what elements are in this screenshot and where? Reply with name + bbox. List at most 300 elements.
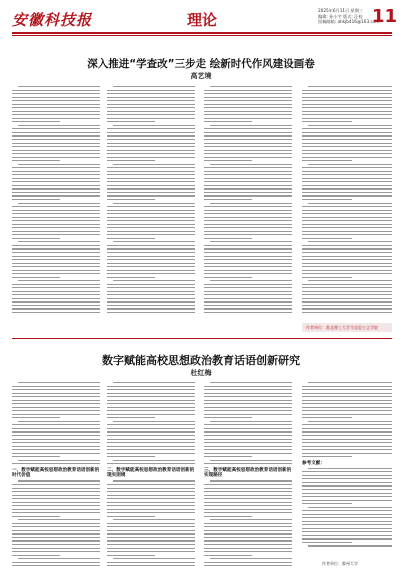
text-line [302, 524, 392, 525]
text-line [12, 396, 100, 397]
text-line [204, 185, 292, 186]
text-line [107, 135, 195, 136]
text-line [302, 231, 392, 232]
text-line [107, 308, 195, 309]
text-line [12, 555, 60, 556]
text-line [302, 135, 392, 136]
text-line [302, 178, 392, 179]
text-line [204, 407, 292, 408]
text-line [204, 128, 292, 129]
text-line [204, 386, 292, 387]
text-line [107, 294, 195, 295]
text-line [12, 537, 100, 538]
text-line [204, 312, 292, 313]
text-line [204, 555, 252, 556]
text-line [107, 210, 195, 211]
text-line [302, 167, 392, 168]
text-line [12, 157, 100, 158]
text-line [12, 530, 100, 531]
text-line [204, 548, 292, 549]
text-line [107, 132, 195, 133]
article1-column-3 [204, 86, 292, 318]
text-line [18, 241, 100, 242]
text-line [107, 456, 155, 457]
text-line [107, 227, 195, 228]
text-line [12, 312, 100, 313]
text-line [12, 512, 100, 513]
text-line [107, 157, 195, 158]
text-line [302, 185, 392, 186]
text-line [107, 291, 195, 292]
text-line [204, 410, 292, 411]
text-line [204, 389, 292, 390]
text-line [204, 277, 252, 278]
text-line [302, 514, 392, 515]
text-line [107, 523, 195, 524]
text-line [302, 121, 352, 122]
text-line [107, 449, 195, 450]
text-line [204, 509, 292, 510]
text-line [113, 164, 195, 165]
text-line [302, 393, 392, 394]
text-line [302, 528, 392, 529]
text-line [204, 238, 252, 239]
text-line [18, 164, 100, 165]
text-line [107, 188, 195, 189]
text-line [107, 505, 195, 506]
text-line [107, 107, 195, 108]
text-line [107, 488, 195, 489]
text-block [302, 382, 392, 460]
text-block [107, 86, 195, 316]
text-line [204, 104, 292, 105]
text-line [107, 428, 195, 429]
text-line [12, 291, 100, 292]
text-line [12, 143, 100, 144]
text-line [113, 519, 195, 520]
text-line [302, 256, 392, 257]
text-line [107, 248, 195, 249]
text-line [12, 192, 100, 193]
text-line [308, 203, 392, 204]
text-line [107, 516, 155, 517]
text-line [204, 533, 292, 534]
text-line [204, 523, 292, 524]
text-line [204, 431, 292, 432]
article1-column-2 [107, 86, 195, 318]
text-line [107, 410, 195, 411]
text-line [210, 519, 292, 520]
issue-date: 2025年6月11日 星期三 [318, 8, 364, 13]
text-line [107, 111, 195, 112]
text-line [12, 188, 100, 189]
text-line [204, 301, 292, 302]
text-line [204, 308, 292, 309]
text-line [12, 213, 100, 214]
text-line [12, 256, 100, 257]
text-block [204, 382, 292, 467]
text-line [18, 480, 100, 481]
text-line [302, 97, 392, 98]
text-line [302, 266, 392, 267]
article1-author-note: 作者单位：淮北理工大学马克思主义学院 [302, 323, 392, 332]
text-line [107, 252, 195, 253]
text-line [12, 128, 100, 129]
text-line [12, 305, 100, 306]
text-line [12, 393, 100, 394]
article1-author: 高艺境 [190, 72, 212, 80]
text-line [204, 424, 292, 425]
text-line [204, 146, 292, 147]
text-line [302, 431, 392, 432]
text-line [302, 410, 392, 411]
text-line [308, 164, 392, 165]
text-line [107, 463, 195, 464]
text-line [204, 273, 292, 274]
text-line [204, 439, 292, 440]
text-line [12, 153, 100, 154]
text-line [12, 435, 100, 436]
text-line [12, 301, 100, 302]
text-line [204, 393, 292, 394]
text-line [107, 446, 195, 447]
text-line [12, 456, 60, 457]
text-line [204, 414, 292, 415]
text-line [210, 382, 292, 383]
text-line [12, 540, 100, 541]
text-line [204, 143, 292, 144]
text-line [302, 446, 392, 447]
text-line [210, 421, 292, 422]
text-line [204, 294, 292, 295]
text-line [107, 530, 195, 531]
text-line [18, 86, 100, 87]
text-line [204, 417, 252, 418]
text-line [204, 153, 292, 154]
text-line [12, 403, 100, 404]
text-line [107, 417, 155, 418]
text-line [210, 203, 292, 204]
text-line [210, 280, 292, 281]
text-line [12, 386, 100, 387]
text-line [302, 220, 392, 221]
text-line [204, 227, 292, 228]
section-heading: 三、数字赋能高校思想政治教育话语创新的实现路径 [204, 467, 292, 479]
text-line [12, 210, 100, 211]
text-line [12, 544, 100, 545]
newspaper-logo: 安徽科技报 [12, 11, 93, 29]
text-line [12, 111, 100, 112]
text-line [204, 446, 292, 447]
text-line [107, 231, 195, 232]
text-block [107, 382, 195, 467]
references-heading: 参考文献： [302, 460, 325, 466]
text-line [204, 403, 292, 404]
text-line [204, 540, 292, 541]
article2-author-note: 作者单位：滁州大学 [322, 561, 358, 566]
text-line [302, 453, 392, 454]
text-line [204, 206, 292, 207]
text-line [12, 565, 100, 566]
text-line [12, 439, 100, 440]
text-line [113, 241, 195, 242]
text-line [204, 224, 292, 225]
text-line [204, 220, 292, 221]
text-line [113, 480, 195, 481]
text-block [302, 86, 392, 316]
text-line [12, 150, 100, 151]
text-line [107, 153, 195, 154]
article2-column-4 [302, 382, 392, 554]
text-line [204, 121, 252, 122]
text-line [302, 456, 352, 457]
text-line [12, 523, 100, 524]
text-line [210, 164, 292, 165]
text-line [12, 417, 60, 418]
text-line [204, 453, 292, 454]
text-line [107, 199, 155, 200]
text-line [107, 128, 195, 129]
text-line [204, 210, 292, 211]
text-line [302, 439, 392, 440]
text-line [302, 263, 392, 264]
text-line [12, 93, 100, 94]
text-line [204, 526, 292, 527]
text-line [18, 519, 100, 520]
text-line [107, 259, 195, 260]
text-line [302, 227, 392, 228]
text-line [107, 544, 195, 545]
text-line [107, 224, 195, 225]
text-line [12, 227, 100, 228]
text-line [204, 562, 292, 563]
text-line [204, 93, 292, 94]
header-rule [12, 32, 392, 34]
text-line [204, 544, 292, 545]
text-line [107, 121, 155, 122]
text-line [204, 435, 292, 436]
text-line [302, 171, 392, 172]
text-line [12, 132, 100, 133]
text-line [12, 491, 100, 492]
text-line [12, 389, 100, 390]
text-line [302, 160, 352, 161]
submission-email: 投稿邮箱: ahkjb416@163.com [318, 19, 380, 25]
text-line [12, 446, 100, 447]
text-line [12, 287, 100, 288]
text-line [204, 270, 292, 271]
text-line [12, 308, 100, 309]
text-line [204, 195, 292, 196]
text-line [107, 526, 195, 527]
text-line [12, 90, 100, 91]
text-line [302, 93, 392, 94]
text-line [302, 301, 392, 302]
text-line [107, 104, 195, 105]
text-line [204, 107, 292, 108]
article2-column-3 [204, 382, 292, 570]
text-line [107, 533, 195, 534]
text-line [302, 234, 392, 235]
text-line [302, 213, 392, 214]
text-line [210, 125, 292, 126]
text-line [107, 277, 155, 278]
text-line [107, 256, 195, 257]
text-line [302, 199, 352, 200]
text-line [18, 421, 100, 422]
text-line [107, 442, 195, 443]
text-line [302, 403, 392, 404]
text-line [302, 192, 392, 193]
text-line [302, 143, 392, 144]
text-line [204, 217, 292, 218]
text-line [302, 482, 392, 483]
text-line [204, 484, 292, 485]
text-line [113, 421, 195, 422]
text-line [302, 150, 392, 151]
text-line [204, 171, 292, 172]
text-line [302, 195, 392, 196]
text-line [302, 90, 392, 91]
text-line [12, 100, 100, 101]
text-line [302, 475, 392, 476]
text-line [107, 234, 195, 235]
text-line [204, 537, 292, 538]
text-line [204, 491, 292, 492]
text-line [12, 484, 100, 485]
text-line [12, 277, 60, 278]
text-line [107, 97, 195, 98]
text-line [302, 128, 392, 129]
article1-column-1 [12, 86, 100, 318]
masthead [0, 0, 402, 36]
text-line [12, 114, 100, 115]
text-line [210, 241, 292, 242]
text-line [107, 565, 195, 566]
text-line [204, 495, 292, 496]
text-line [107, 424, 195, 425]
text-line [12, 431, 100, 432]
text-line [204, 263, 292, 264]
text-line [12, 248, 100, 249]
text-line [12, 259, 100, 260]
text-line [302, 245, 392, 246]
text-line [12, 146, 100, 147]
text-line [107, 195, 195, 196]
text-line [204, 284, 292, 285]
text-line [12, 442, 100, 443]
text-line [204, 449, 292, 450]
text-line [12, 516, 60, 517]
text-line [18, 460, 100, 461]
text-line [107, 301, 195, 302]
text-line [107, 178, 195, 179]
text-line [12, 407, 100, 408]
text-block [12, 480, 100, 568]
text-line [204, 188, 292, 189]
article2-column-2 [107, 382, 195, 570]
text-line [302, 298, 392, 299]
text-line [12, 135, 100, 136]
text-line [107, 93, 195, 94]
text-line [204, 298, 292, 299]
text-line [204, 551, 292, 552]
text-line [107, 298, 195, 299]
text-line [204, 181, 292, 182]
text-line [113, 86, 195, 87]
text-line [113, 382, 195, 383]
text-line [204, 97, 292, 98]
text-line [204, 245, 292, 246]
text-line [308, 382, 392, 383]
text-line [302, 442, 392, 443]
text-line [302, 132, 392, 133]
text-line [107, 396, 195, 397]
text-line [204, 157, 292, 158]
text-line [107, 491, 195, 492]
text-line [204, 396, 292, 397]
text-line [204, 167, 292, 168]
text-line [302, 496, 392, 497]
text-line [12, 97, 100, 98]
text-line [113, 460, 195, 461]
text-line [302, 305, 392, 306]
text-line [308, 421, 392, 422]
text-line [12, 400, 100, 401]
text-line [12, 526, 100, 527]
article-separator [12, 338, 392, 339]
header-rule-thin [12, 35, 392, 36]
issue-meta [318, 8, 379, 25]
text-line [12, 252, 100, 253]
text-line [210, 480, 292, 481]
text-line [204, 139, 292, 140]
text-line [204, 199, 252, 200]
text-line [302, 157, 392, 158]
text-line [18, 558, 100, 559]
text-line [302, 287, 392, 288]
text-line [12, 118, 100, 119]
text-line [107, 439, 195, 440]
text-line [204, 291, 292, 292]
text-line [204, 516, 252, 517]
text-line [302, 510, 392, 511]
text-line [302, 291, 392, 292]
text-line [204, 114, 292, 115]
text-line [107, 146, 195, 147]
text-line [308, 545, 392, 546]
text-line [204, 287, 292, 288]
text-line [210, 460, 292, 461]
text-line [302, 273, 392, 274]
text-line [204, 118, 292, 119]
text-block [302, 468, 392, 549]
text-line [107, 287, 195, 288]
text-line [302, 312, 392, 313]
text-line [12, 234, 100, 235]
text-line [302, 277, 352, 278]
text-line [12, 551, 100, 552]
text-line [107, 555, 155, 556]
text-line [204, 505, 292, 506]
text-line [12, 294, 100, 295]
text-line [12, 273, 100, 274]
text-line [107, 512, 195, 513]
text-line [302, 188, 392, 189]
text-line [12, 224, 100, 225]
text-line [107, 484, 195, 485]
text-line [18, 203, 100, 204]
